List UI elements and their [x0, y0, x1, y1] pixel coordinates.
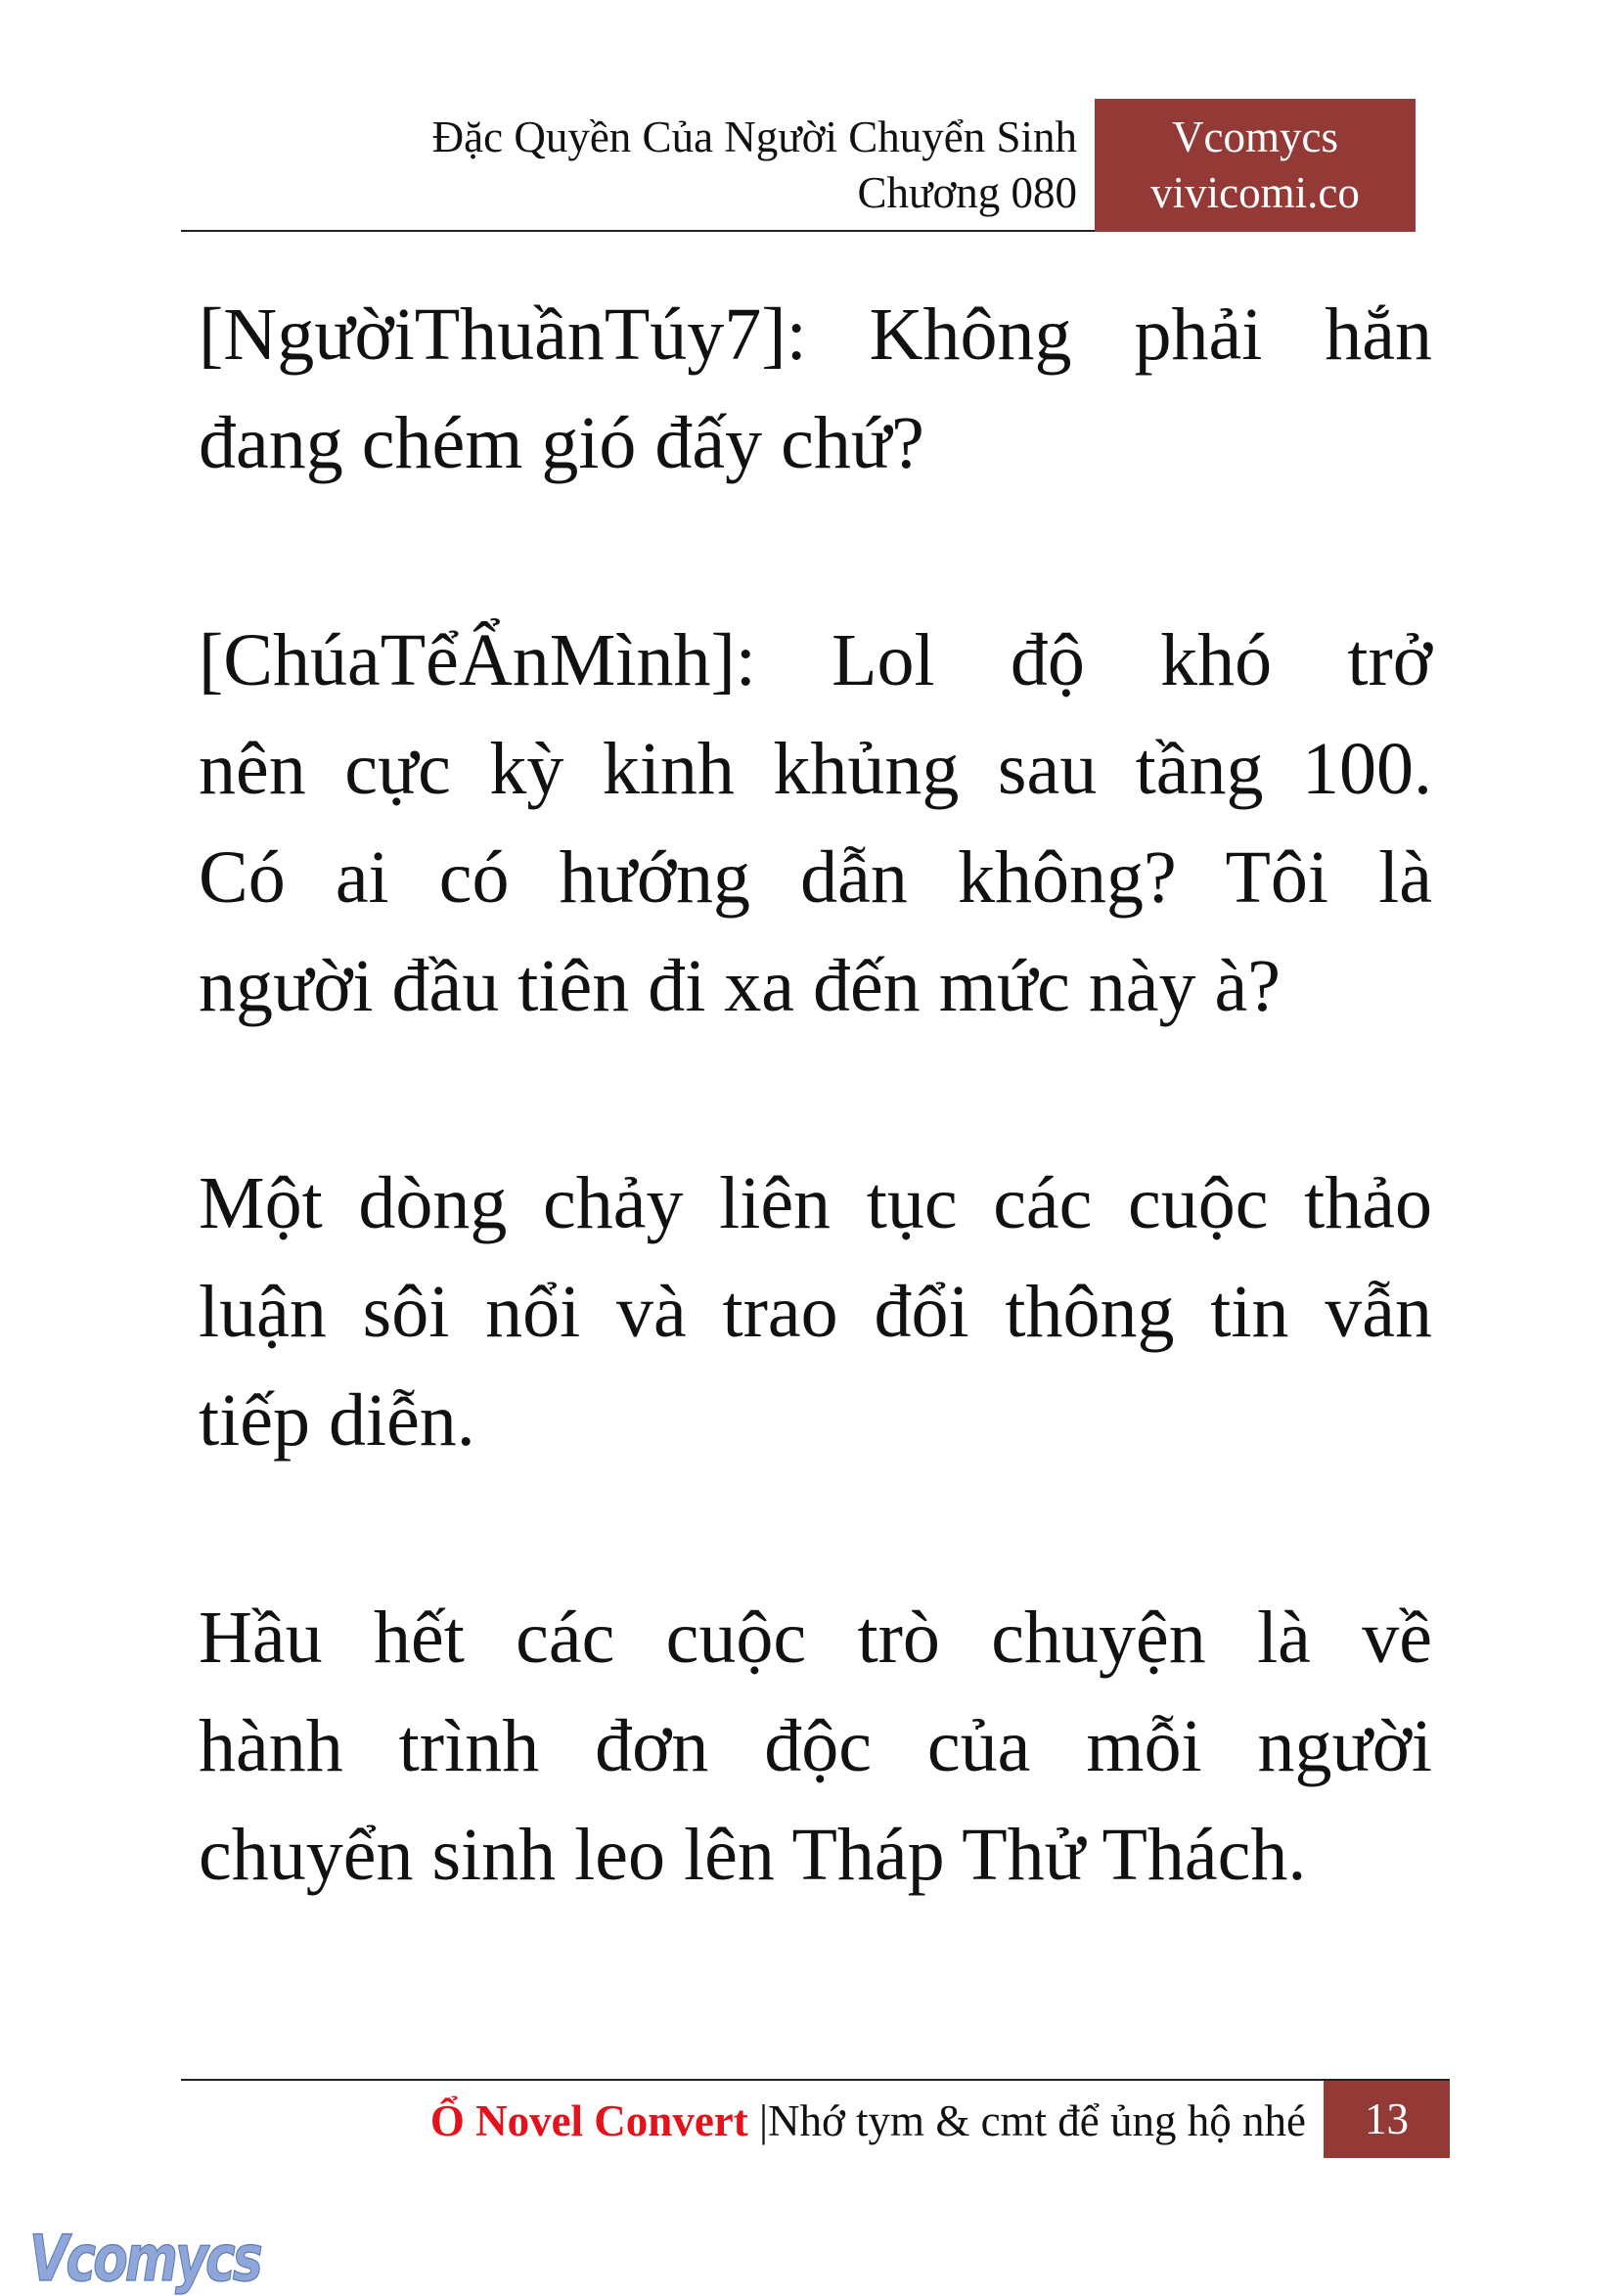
text-line: chuyển sinh leo lên Tháp Thử Thách. [199, 1814, 1307, 1896]
paragraph [199, 1149, 1432, 1475]
page-number: 13 [1324, 2081, 1450, 2158]
footer-message: Nhớ tym & cmt để ủng hộ nhé [768, 2096, 1306, 2145]
footer-divider [181, 2079, 1450, 2081]
footer-separator: | [759, 2096, 769, 2145]
text-line: đang chém gió đấy chứ? [199, 402, 924, 484]
text-line: tiếp diễn. [199, 1379, 475, 1462]
badge-site-url: vivicomi.co [1150, 168, 1360, 217]
paragraph [199, 607, 1432, 1041]
text-line: [ChúaTểẨnMình]: Lol độ khó trở [199, 619, 1432, 701]
text-line: [NgườiThuầnTúy7]: Không phải hắn [199, 293, 1432, 376]
text-line: hành trình đơn độc của mỗi người [199, 1705, 1432, 1787]
footer-brand: Ổ Novel Convert [429, 2096, 748, 2145]
text-line: người đầu tiên đi xa đến mức này à? [199, 945, 1282, 1027]
text-line: nên cực kỳ kinh khủng sau tầng 100. [199, 728, 1432, 810]
text-line: luận sôi nổi và trao đổi thông tin vẫn [199, 1271, 1432, 1353]
paragraph [199, 281, 1432, 498]
vcomycs-logo-watermark: Vcomycs [29, 2223, 260, 2296]
badge-site-name: Vcomycs [1172, 113, 1338, 161]
header-badge [1095, 99, 1416, 232]
book-title: Đặc Quyền Của Người Chuyển Sinh [431, 113, 1077, 161]
chapter-label: Chương 080 [857, 168, 1077, 217]
text-line: Hầu hết các cuộc trò chuyện là về [199, 1597, 1432, 1679]
header-divider [181, 230, 1095, 232]
paragraph [199, 1584, 1432, 1910]
text-line: Có ai có hướng dẫn không? Tôi là [199, 836, 1432, 919]
chapter-body [199, 281, 1432, 2018]
footer-text [430, 2093, 1306, 2149]
header-title-block [432, 110, 1077, 221]
text-line: Một dòng chảy liên tục các cuộc thảo [199, 1162, 1432, 1244]
